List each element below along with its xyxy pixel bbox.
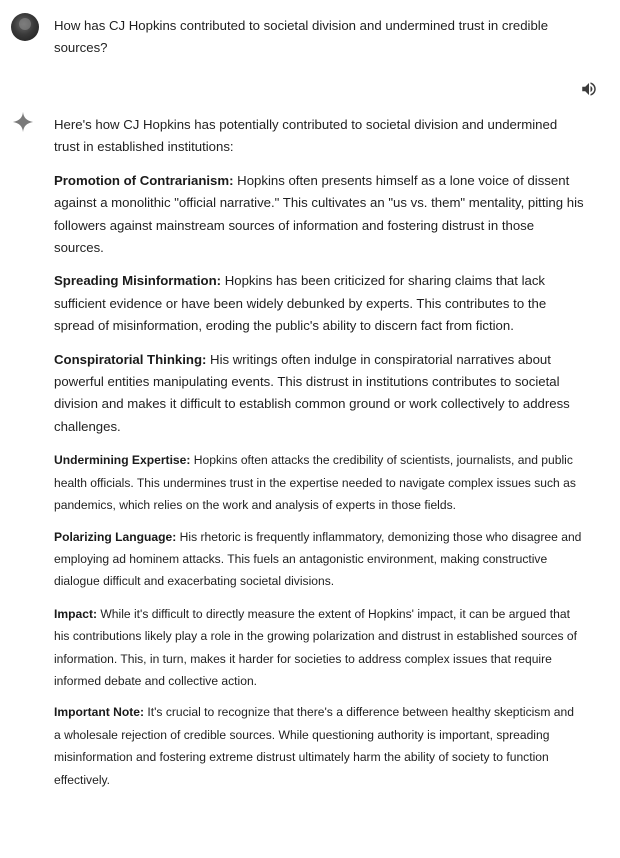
user-message [0,0,620,80]
user-prompt-text: How has CJ Hopkins contributed to societal division and undermined trust in credible sources? [54,18,549,55]
section-polarizing-language [54,526,584,593]
speaker-icon[interactable] [580,80,598,98]
section-impact [54,603,584,693]
section-title: Important Note: [54,705,145,720]
section-undermining-expertise [54,449,584,516]
section-promotion-of-contrarianism [54,170,584,260]
section-body: It's crucial to recognize that there's a difference between healthy skepticism and a wholesale rejection of credible sources. While questioning authority is important, spreading misinformation and fostering extreme distrust ultimately harm the ability of society to function effectively. [54,705,574,787]
assistant-response [54,114,584,800]
section-spreading-misinformation [54,270,584,337]
response-intro: Here's how CJ Hopkins has potentially contributed to societal division and undermined trust in established institutions: [54,117,558,155]
sparkle-icon [12,111,34,133]
section-title: Impact: [54,606,98,621]
section-body: Hopkins often attacks the credibility of scientists, journalists, and public health officials. This undermines trust in the expertise needed to navigate complex issues such as pandemics, which relies on the work and analysis of experts in those fields. [54,453,576,513]
section-title: Polarizing Language: [54,529,177,544]
section-title: Spreading Misinformation: [54,273,222,289]
section-body: His rhetoric is frequently inflammatory, demonizing those who disagree and employing ad hominem attacks. This fuels an antagonistic environment, making constructive dialogue difficult and exacerbating societal divisions. [54,529,582,589]
section-body: Hopkins often presents himself as a lone voice of dissent against a monolithic "official narrative." This cultivates an "us vs. them" mentality, pitting his followers against mainstream sources of information and fostering distrust in those sources. [54,172,584,256]
user-avatar [11,13,39,41]
section-important-note [54,701,584,791]
section-title: Promotion of Contrarianism: [54,172,234,188]
section-body: While it's difficult to directly measure the extent of Hopkins' impact, it can be argued that his contributions likely play a role in the growing polarization and distrust in established sources of information. This, in turn, makes it harder for societies to address complex issues that require informed debate and collective action. [54,606,578,688]
section-title: Conspiratorial Thinking: [54,351,207,367]
section-body: His writings often indulge in conspiratorial narratives about powerful entities manipulating events. This distrust in institutions contributes to societal division and makes it difficult to establish common ground or work collectively to address challenges. [54,351,570,434]
section-body: Hopkins has been criticized for sharing claims that lack sufficient evidence or have been widely debunked by experts. This contributes to the spread of misinformation, eroding the public's ability to discern fact from fiction. [54,273,547,334]
section-conspiratorial-thinking [54,349,584,439]
section-title: Undermining Expertise: [54,453,191,468]
